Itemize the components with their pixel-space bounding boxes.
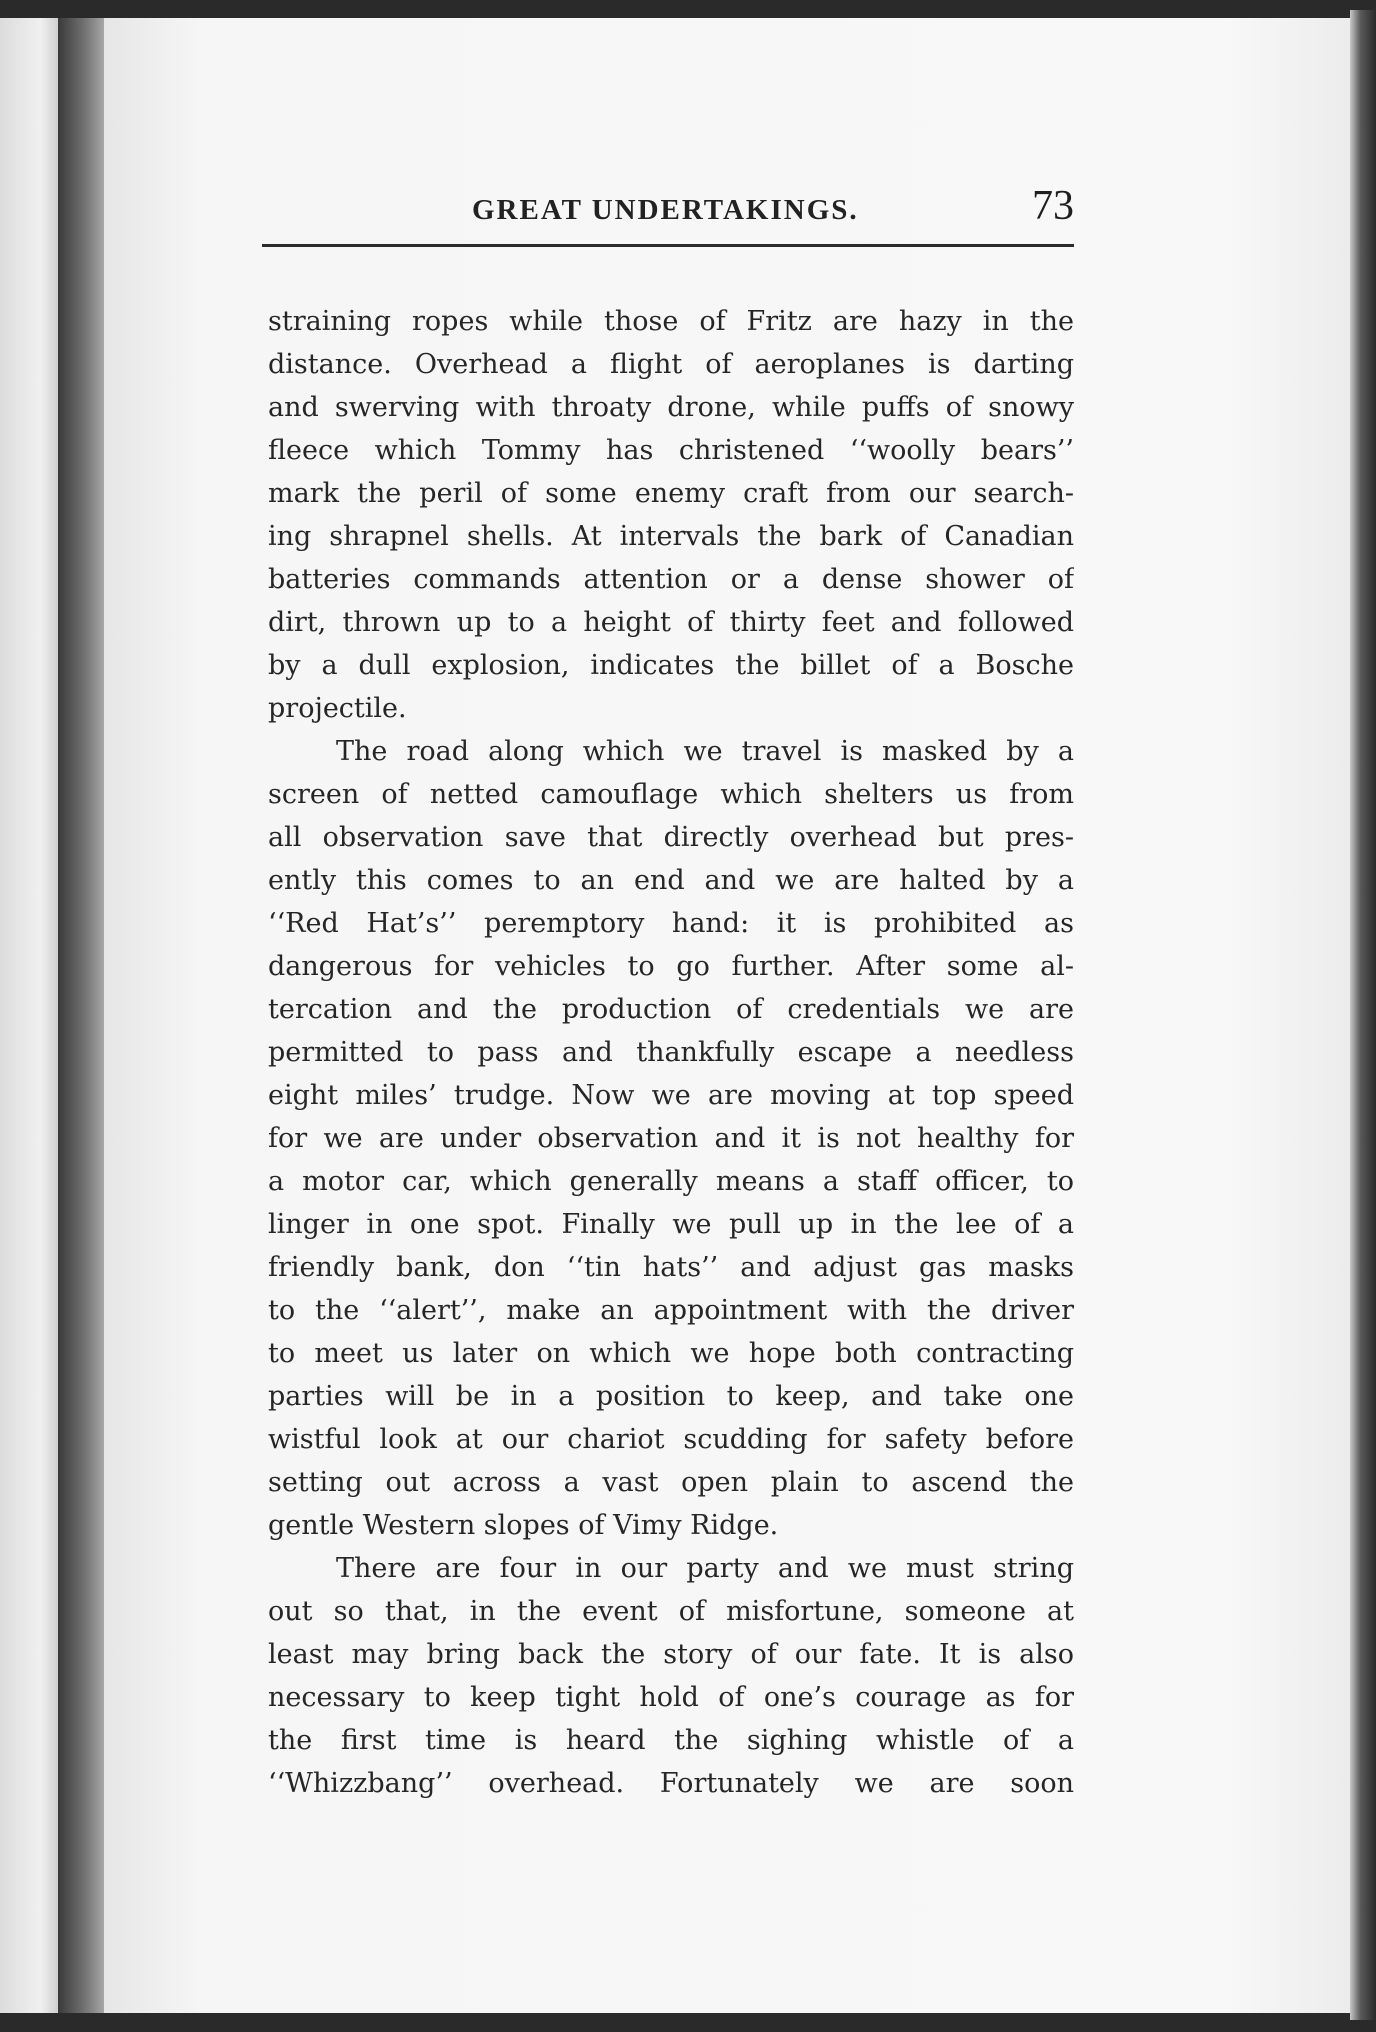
page-edge-shadow — [1350, 10, 1376, 2020]
page-number: 73 — [1032, 183, 1074, 229]
text-line: linger in one spot. Finally we pull up in the lee of a — [268, 1209, 1074, 1240]
text-line: eight miles’ trudge. Now we are moving at top speed — [268, 1080, 1074, 1111]
book-gutter-shadow — [58, 18, 104, 2013]
text-line: least may bring back the story of our fate. It is also — [268, 1639, 1074, 1670]
text-line: friendly bank, don ‘‘tin hats’’ and adjust gas masks — [268, 1252, 1074, 1283]
running-title: GREAT UNDERTAKINGS. — [472, 194, 859, 226]
previous-page-edge — [0, 18, 58, 2013]
text-line: and swerving with throaty drone, while puffs of snowy — [268, 392, 1074, 423]
text-line: fleece which Tommy has christened ‘‘woolly bears’’ — [268, 435, 1074, 466]
text-line: to meet us later on which we hope both contracting — [268, 1338, 1074, 1369]
text-line: mark the peril of some enemy craft from our search- — [268, 478, 1074, 509]
text-line: projectile. — [268, 693, 407, 724]
text-line: ‘‘Whizzbang’’ overhead. Fortunately we are soon — [268, 1768, 1074, 1799]
text-line: for we are under observation and it is not healthy for — [268, 1123, 1074, 1154]
text-line: screen of netted camouflage which shelters us from — [268, 779, 1074, 810]
text-line: all observation save that directly overhead but pres- — [268, 822, 1074, 853]
text-line: straining ropes while those of Fritz are hazy in the — [268, 306, 1074, 337]
text-line: the first time is heard the sighing whistle of a — [268, 1725, 1074, 1756]
body-text — [268, 300, 1074, 1805]
text-line: tercation and the production of credentials we are — [268, 994, 1074, 1025]
text-line: setting out across a vast open plain to ascend the — [268, 1467, 1074, 1498]
text-line: to the ‘‘alert’’, make an appointment with the driver — [268, 1295, 1074, 1326]
text-line: permitted to pass and thankfully escape a needless — [268, 1037, 1074, 1068]
text-line: distance. Overhead a flight of aeroplanes is darting — [268, 349, 1074, 380]
text-line: dirt, thrown up to a height of thirty feet and followed — [268, 607, 1074, 638]
text-line: out so that, in the event of misfortune, someone at — [268, 1596, 1074, 1627]
text-line: wistful look at our chariot scudding for safety before — [268, 1424, 1074, 1455]
text-line: ing shrapnel shells. At intervals the bark of Canadian — [268, 521, 1074, 552]
text-line: ‘‘Red Hat’s’’ peremptory hand: it is prohibited as — [268, 908, 1074, 939]
page-header — [262, 180, 1074, 247]
text-line: ently this comes to an end and we are halted by a — [268, 865, 1074, 896]
text-line: by a dull explosion, indicates the billet of a Bosche — [268, 650, 1074, 681]
text-line: There are four in our party and we must string — [336, 1553, 1074, 1584]
text-line: gentle Western slopes of Vimy Ridge. — [268, 1510, 779, 1541]
text-line: a motor car, which generally means a staff officer, to — [268, 1166, 1074, 1197]
text-line: parties will be in a position to keep, and take one — [268, 1381, 1074, 1412]
text-line: necessary to keep tight hold of one’s courage as for — [268, 1682, 1074, 1713]
text-line: dangerous for vehicles to go further. After some al- — [268, 951, 1074, 982]
text-line: batteries commands attention or a dense shower of — [268, 564, 1074, 595]
text-line: The road along which we travel is masked by a — [336, 736, 1074, 767]
